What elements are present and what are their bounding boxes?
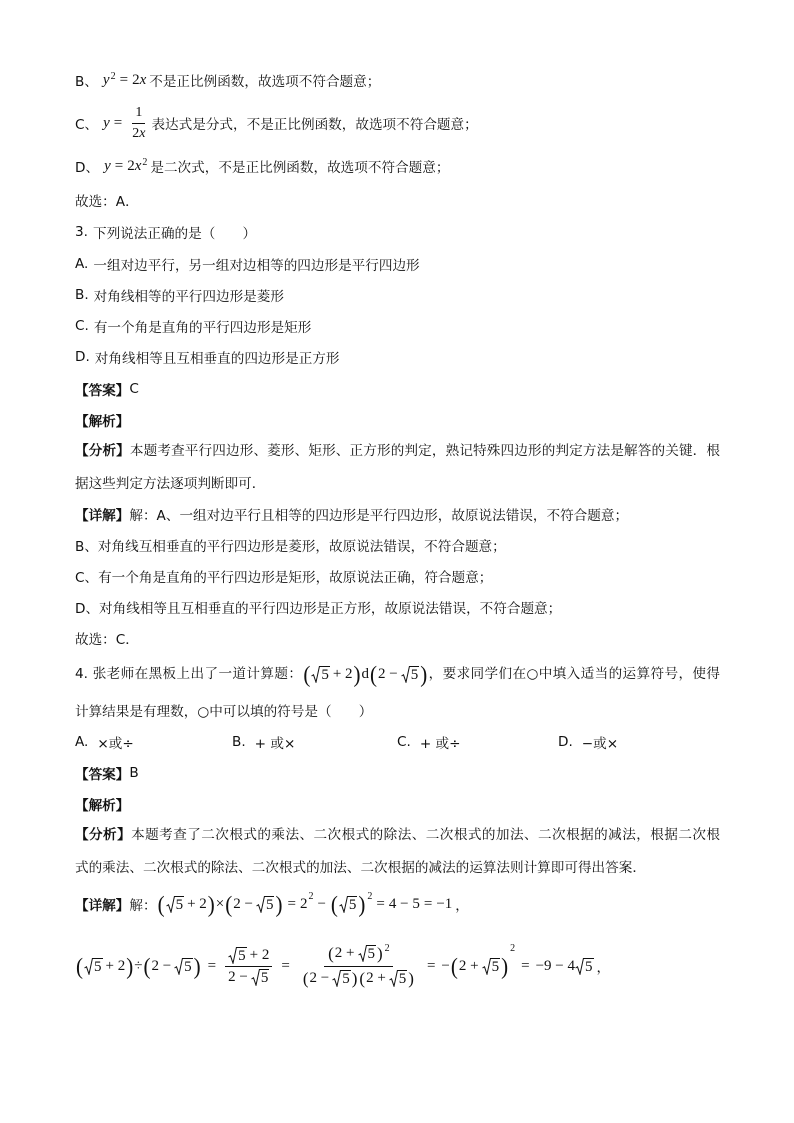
operator-placeholder: d bbox=[361, 666, 370, 682]
variable-x: x bbox=[139, 125, 146, 141]
explanation-text: 表达式是分式，不是正比例函数，故选项不符合题意； bbox=[151, 117, 478, 133]
option-label: D. bbox=[558, 734, 573, 750]
minus-sign: − bbox=[441, 957, 450, 974]
square-root bbox=[575, 958, 594, 975]
coefficient: 2 bbox=[127, 157, 135, 174]
q3-detail-line-4 bbox=[75, 595, 561, 619]
analysis-tag: 【分析】 bbox=[75, 443, 130, 459]
option-text: 有一个角是直角的平行四边形是矩形 bbox=[93, 320, 312, 336]
q3-detail-line-2 bbox=[75, 533, 506, 557]
q3-analysis-line-1 bbox=[75, 439, 720, 463]
right-paren: ) bbox=[408, 968, 414, 988]
q4-option-a bbox=[75, 730, 134, 754]
question-number: 3. bbox=[75, 224, 88, 240]
equals-sign: = bbox=[281, 957, 290, 974]
analysis-text: 本题考查平行四边形、菱形、矩形、正方形的判定，熟记特殊四边形的判定方法是解答的关键．根 bbox=[129, 443, 720, 459]
detail-text: B、对角线互相垂直的平行四边形是菱形，故原说法错误，不符合题意； bbox=[75, 539, 506, 555]
left-paren: ( bbox=[76, 952, 83, 980]
q4-analysis-line-2 bbox=[75, 854, 646, 878]
q3-conclusion bbox=[75, 626, 139, 650]
option-text: ×或÷ bbox=[97, 736, 134, 752]
q3-answer bbox=[75, 377, 139, 401]
left-paren: ( bbox=[157, 890, 165, 918]
option-label: A. bbox=[75, 734, 89, 750]
fraction-denominator bbox=[299, 967, 418, 989]
conclusion-text: 故选：C． bbox=[75, 632, 139, 648]
equals-sign: = bbox=[114, 157, 124, 174]
equals-sign: = bbox=[207, 957, 217, 974]
option-text: −或× bbox=[581, 736, 619, 752]
variable-y: y bbox=[104, 157, 111, 174]
q4-detail-product bbox=[75, 887, 469, 921]
radicand: 5 bbox=[410, 666, 419, 683]
punctuation: ， bbox=[596, 960, 611, 976]
equals-sign: = bbox=[287, 895, 296, 912]
square-root bbox=[84, 958, 103, 975]
square-root bbox=[166, 896, 185, 913]
detail-tag: 【详解】 bbox=[75, 508, 130, 524]
variable-y: y bbox=[102, 71, 110, 88]
detail-text: D、对角线相等且互相垂直的平行四边形是正方形，故原说法错误，不符合题意； bbox=[75, 601, 562, 617]
q4-option-d bbox=[558, 730, 618, 754]
option-label: A. bbox=[75, 256, 89, 272]
question-text: 下列说法正确的是（ ） bbox=[92, 226, 257, 242]
option-label: B. bbox=[75, 287, 89, 303]
option-text: 对角线相等的平行四边形是菱形 bbox=[93, 289, 284, 305]
radicand: 5 bbox=[175, 896, 184, 913]
option-text: + 或× bbox=[254, 736, 296, 752]
q4-solution-heading bbox=[75, 792, 129, 816]
radical-sign-icon bbox=[339, 896, 348, 913]
question-text: ，要求同学们在○中填入适当的运算符号，使得 bbox=[428, 666, 720, 682]
right-paren: ) bbox=[351, 968, 358, 988]
q3-option-b bbox=[75, 283, 284, 307]
radicand: 5 bbox=[342, 971, 350, 987]
variable-x: x bbox=[134, 157, 142, 174]
exponent: 2 bbox=[367, 891, 373, 902]
option-label: C. bbox=[397, 734, 411, 750]
expression-term: + 2 bbox=[249, 946, 270, 963]
square-root bbox=[332, 970, 351, 987]
exponent: 2 bbox=[510, 942, 516, 954]
fraction bbox=[225, 947, 272, 986]
function-expression bbox=[103, 72, 146, 89]
right-paren: ) bbox=[353, 660, 361, 688]
solution-tag: 【解析】 bbox=[75, 414, 130, 430]
denominator-coefficient: 2 bbox=[132, 125, 140, 141]
explanation-text: 不是正比例函数，故选项不符合题意； bbox=[149, 74, 381, 90]
question-text: 计算结果是有理数，○中可以填的符号是（ ） bbox=[75, 704, 373, 720]
right-paren: ) bbox=[501, 952, 509, 980]
divide-sign: ÷ bbox=[134, 957, 143, 974]
expression-term: 2 − bbox=[151, 957, 172, 974]
answer-value: B bbox=[129, 765, 139, 781]
expression-term: 2 − bbox=[228, 968, 248, 985]
radicand: 5 bbox=[398, 971, 407, 987]
square-root bbox=[311, 666, 330, 683]
radical-sign-icon bbox=[228, 947, 237, 964]
radical-sign-icon bbox=[256, 896, 265, 913]
expression-term: 2 + bbox=[458, 957, 479, 974]
q3-analysis-line-2 bbox=[75, 470, 265, 494]
equals-sign: = bbox=[113, 114, 123, 131]
square-root bbox=[251, 969, 270, 986]
right-paren: ) bbox=[358, 890, 366, 918]
radicand: 5 bbox=[265, 896, 274, 913]
left-paren: ( bbox=[359, 968, 366, 988]
left-paren: ( bbox=[450, 952, 458, 980]
q3-stem bbox=[75, 220, 256, 244]
variable-x: x bbox=[139, 71, 147, 88]
equals-sign: = bbox=[521, 957, 530, 974]
radical-sign-icon bbox=[482, 958, 491, 975]
q4-detail-quotient bbox=[75, 934, 610, 998]
q4-stem-line-2 bbox=[75, 698, 372, 722]
radicand: 5 bbox=[491, 958, 500, 975]
q4-option-b bbox=[232, 730, 295, 754]
square-root bbox=[389, 970, 408, 987]
function-expression bbox=[104, 158, 147, 175]
radical-sign-icon bbox=[358, 945, 367, 962]
radical-sign-icon bbox=[401, 666, 410, 683]
answer-tag: 【答案】 bbox=[75, 767, 130, 783]
q2-option-b-explanation bbox=[75, 68, 380, 92]
product-expression bbox=[157, 892, 453, 916]
expression-term: + 2 bbox=[187, 895, 207, 912]
difference: 4 − 5 bbox=[388, 895, 420, 912]
detail-text: 解：A、一组对边平行且相等的四边形是平行四边形，故原说法错误，不符合题意； bbox=[129, 508, 629, 524]
option-label: C、 bbox=[75, 117, 99, 133]
option-text: 一组对边平行，另一组对边相等的四边形是平行四边形 bbox=[93, 258, 420, 274]
q4-answer bbox=[75, 761, 139, 785]
fraction bbox=[299, 944, 418, 989]
q2-conclusion bbox=[75, 188, 139, 212]
right-paren: ) bbox=[420, 660, 428, 688]
radical-sign-icon bbox=[389, 970, 398, 987]
equals-sign: = bbox=[119, 71, 129, 88]
radicand: 5 bbox=[348, 896, 357, 913]
result: −1 bbox=[436, 895, 453, 912]
function-expression bbox=[103, 105, 151, 142]
left-paren: ( bbox=[302, 968, 309, 988]
fraction-numerator bbox=[132, 105, 145, 124]
analysis-text: 式的乘法、二次根式的除法、二次根式的加法、二次根据的减法的运算法则计算即可得出答案． bbox=[75, 860, 646, 876]
left-paren: ( bbox=[370, 660, 378, 688]
radical-sign-icon bbox=[311, 666, 320, 683]
left-paren: ( bbox=[328, 943, 334, 963]
exponent: 2 bbox=[384, 942, 390, 954]
solution-tag: 【解析】 bbox=[75, 798, 130, 814]
answer-tag: 【答案】 bbox=[75, 383, 130, 399]
option-label: D. bbox=[75, 349, 90, 365]
analysis-text: 据这些判定方法逐项判断即可． bbox=[75, 476, 266, 492]
q3-detail-line-3 bbox=[75, 564, 492, 588]
radicand: 5 bbox=[238, 947, 246, 964]
coefficient: 2 bbox=[132, 71, 140, 88]
analysis-tag: 【分析】 bbox=[75, 827, 132, 843]
quotient-expression bbox=[75, 944, 594, 989]
radical-sign-icon bbox=[166, 896, 175, 913]
q3-detail-line-1 bbox=[75, 502, 628, 526]
expression-term: 2 − bbox=[309, 970, 330, 986]
minus-sign: − bbox=[317, 895, 326, 912]
question-number: 4. bbox=[75, 666, 88, 682]
q4-stem-line-1 bbox=[75, 658, 720, 690]
expression-term: + 2 bbox=[332, 666, 353, 682]
detail-prefix: 解： bbox=[129, 898, 157, 914]
right-paren: ) bbox=[193, 952, 201, 980]
radical-sign-icon bbox=[174, 958, 183, 975]
expression-term: + 2 bbox=[105, 957, 126, 974]
answer-value: C bbox=[129, 381, 139, 397]
radicand: 5 bbox=[184, 958, 192, 975]
square-root bbox=[339, 896, 358, 913]
option-label: B. bbox=[232, 734, 246, 750]
times-sign: × bbox=[215, 895, 225, 912]
left-paren: ( bbox=[143, 952, 151, 980]
exponent: 2 bbox=[308, 891, 314, 902]
result-term: −9 − 4 bbox=[535, 957, 575, 974]
square-root bbox=[482, 958, 501, 975]
conclusion-text: 故选：A． bbox=[75, 194, 139, 210]
radicand: 5 bbox=[321, 666, 329, 683]
punctuation: ， bbox=[455, 898, 469, 914]
option-label: D、 bbox=[75, 160, 100, 176]
expression-term: 2 − bbox=[233, 895, 253, 912]
right-paren: ) bbox=[275, 890, 283, 918]
left-paren: ( bbox=[225, 890, 233, 918]
radical-sign-icon bbox=[84, 958, 93, 975]
equals-sign: = bbox=[426, 957, 436, 974]
right-paren: ) bbox=[377, 943, 383, 963]
square-root bbox=[358, 945, 377, 962]
detail-text: C、有一个角是直角的平行四边形是矩形，故原说法正确，符合题意； bbox=[75, 570, 493, 586]
radical-sign-icon bbox=[332, 970, 341, 987]
fraction bbox=[129, 105, 148, 142]
fraction-numerator bbox=[324, 944, 393, 967]
option-label: C. bbox=[75, 318, 89, 334]
left-paren: ( bbox=[330, 890, 338, 918]
equals-sign: = bbox=[423, 895, 433, 912]
exponent: 2 bbox=[142, 156, 148, 168]
question-text: 张老师在黑板上出了一道计算题： bbox=[92, 666, 303, 682]
square-root bbox=[401, 666, 420, 683]
power-base: 2 bbox=[299, 895, 308, 912]
q3-option-c bbox=[75, 314, 311, 338]
square-root bbox=[174, 958, 193, 975]
right-paren: ) bbox=[207, 890, 215, 918]
fraction-denominator bbox=[129, 124, 148, 142]
option-label: B、 bbox=[75, 74, 98, 90]
explanation-text: 是二次式，不是正比例函数，故选项不符合题意； bbox=[150, 160, 450, 176]
radicand: 5 bbox=[367, 946, 375, 962]
detail-tag: 【详解】 bbox=[75, 898, 130, 914]
numerator-value: 1 bbox=[135, 104, 143, 120]
radicand: 5 bbox=[94, 958, 102, 975]
option-text: 对角线相等且互相垂直的四边形是正方形 bbox=[94, 351, 340, 367]
expression-term: 2 + bbox=[366, 970, 386, 986]
blackboard-expression bbox=[302, 658, 428, 690]
q2-option-c-explanation bbox=[75, 101, 478, 145]
q2-option-d-explanation bbox=[75, 154, 449, 178]
equals-sign: = bbox=[376, 895, 385, 912]
q4-option-c bbox=[397, 730, 461, 754]
radical-sign-icon bbox=[251, 969, 260, 986]
square-root bbox=[256, 896, 275, 913]
radicand: 5 bbox=[585, 958, 593, 975]
fraction-numerator bbox=[225, 947, 272, 967]
radicand: 5 bbox=[260, 969, 269, 986]
radical-sign-icon bbox=[575, 958, 584, 975]
variable-y: y bbox=[103, 114, 110, 131]
exponent: 2 bbox=[110, 70, 116, 82]
left-paren: ( bbox=[303, 660, 311, 688]
analysis-text: 本题考查了二次根式的乘法、二次根式的除法、二次根式的加法、二次根据的减法，根据二次根 bbox=[131, 827, 720, 843]
q3-option-d bbox=[75, 345, 339, 369]
square-root bbox=[228, 947, 247, 964]
q3-solution-heading bbox=[75, 408, 129, 432]
expression-term: 2 + bbox=[334, 945, 355, 961]
q3-option-a bbox=[75, 252, 420, 276]
expression-term: 2 − bbox=[378, 666, 398, 682]
right-paren: ) bbox=[126, 952, 134, 980]
fraction-denominator bbox=[225, 967, 272, 986]
q4-analysis-line-1 bbox=[75, 823, 720, 847]
option-text: + 或÷ bbox=[419, 736, 461, 752]
